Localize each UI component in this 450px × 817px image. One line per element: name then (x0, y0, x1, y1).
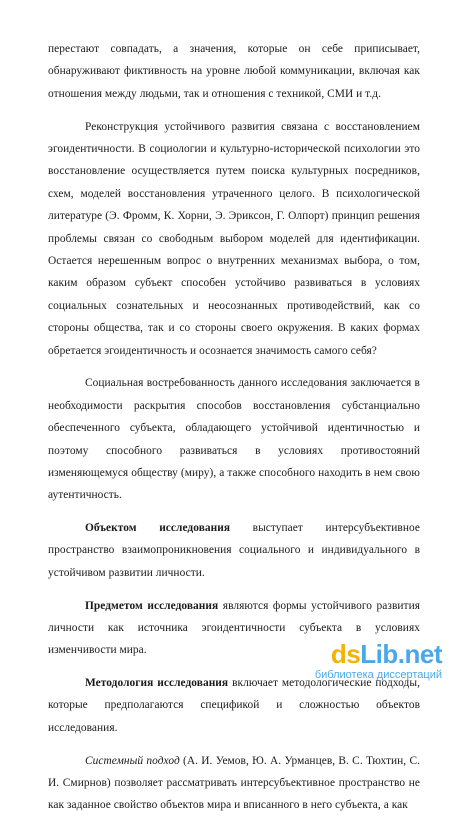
paragraph-text: включает методологические подходы, которые предполагаются спецификой и сложностью объектов исследования. (48, 677, 420, 734)
dslib-watermark (302, 640, 442, 688)
paragraph-lead-bold: Объектом исследования (85, 522, 231, 535)
paragraph-text: Реконструкция устойчивого развития связана с восстановлением эгоидентичности. В социологии и культурно-исторической психологии это восстановление осуществляется путем поиска культурных посредников, схем, моделей восстановления утраченного целого. В психологической литературе (Э. Фромм, К. Хорни, Э. Эриксон, Г. Олпорт) принцип решения проблемы связан со свободным выбором моделей для идентификации. Остается нерешенным вопрос о внутренних механизмах выбора, о том, каким образом субъект способен устойчиво развиваться в условиях социальных сознательных и неосознанных противодействий, как со стороны общества, так и со стороны своего окружения. В каких формах обретается эгоидентичность и осознается значимость самого себя? (48, 120, 420, 357)
paragraph-text: (А. И. Уемов, Ю. А. Урманцев, В. С. Тюхтин, С. И. Смирнов) позволяет рассматривать интерсубъективное пространство не как заданное свойство объектов мира и вписанного в него субъекта, а как (48, 754, 420, 812)
paragraph-lead-italic: Системный подход (85, 754, 180, 767)
paragraph-text: являются формы устойчивого развития личности как источника эгоидентичности субъекта в условиях изменчивости мира. (48, 599, 420, 657)
dslib-logo: dsLib.net (330, 639, 442, 669)
paragraph-text: Социальная востребованность данного исследования заключается в необходимости раскрытия способов восстановления субстанциально обеспеченного субъекта, обладающего устойчивой идентичностью и поэтому способного развиваться в условиях противостояний изменяющемуся обществу (миру), а также способного находить в нем свою аутентичность. (48, 377, 420, 502)
body-text (48, 38, 420, 817)
paragraph-social-relevance (48, 372, 420, 506)
paragraph-text: перестают совпадать, а значения, которые он себе приписывает, обнаруживают фиктивность на уровне любой коммуникации, включая как отношения между людьми, так и отношения с техникой, СМИ и т.д. (48, 43, 420, 100)
paragraph-text: выступает интерсубъективное пространство взаимопроникновения социального и индивидуального в устойчивом развитии личности. (48, 522, 420, 579)
paragraph-lead-bold: Предметом исследования (85, 599, 219, 612)
dslib-caption: библиотека диссертаций (314, 669, 442, 681)
paragraph-reconstruction (48, 116, 420, 362)
paragraph-continuation (48, 38, 420, 105)
paragraph-lead-bold: Методология исследования (85, 677, 229, 690)
paragraph-systems-approach (48, 750, 420, 817)
paragraph-object (48, 517, 420, 584)
